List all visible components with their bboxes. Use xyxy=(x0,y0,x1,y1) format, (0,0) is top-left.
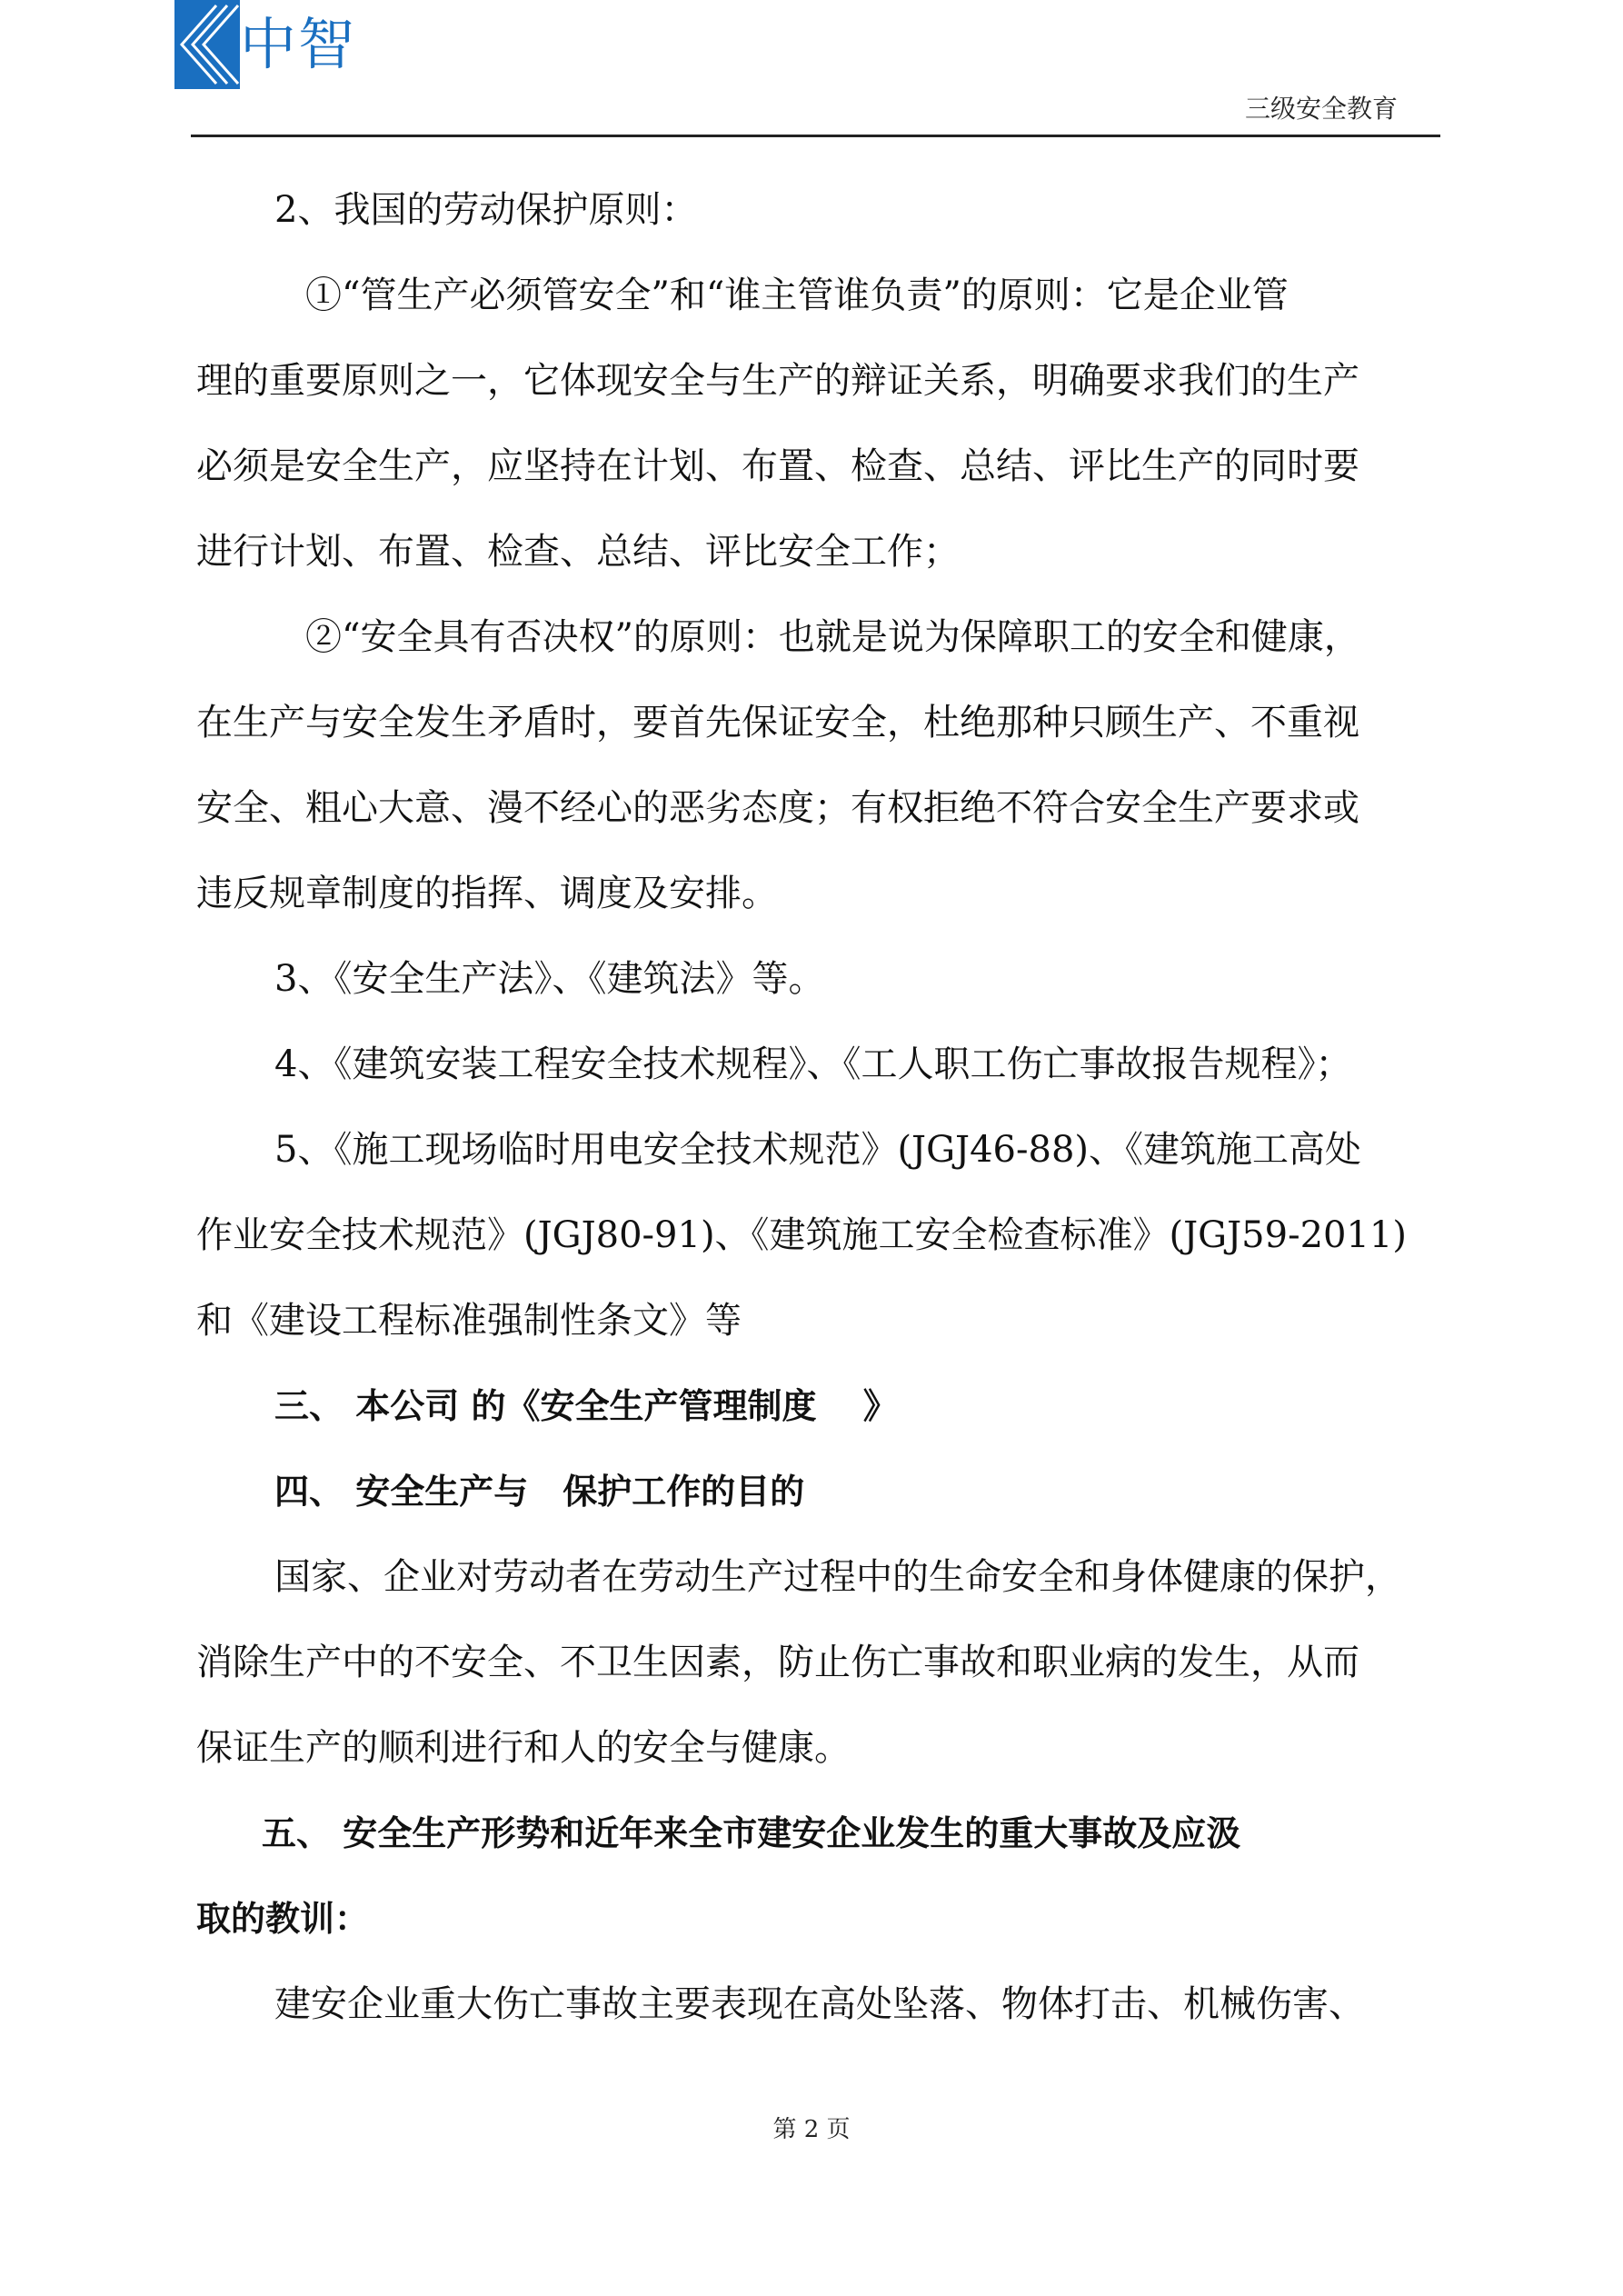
header-title: 三级安全教育 xyxy=(1244,94,1398,124)
body-text-line: 国家、企业对劳动者在劳动生产过程中的生命安全和身体健康的保护， xyxy=(274,1556,1401,1598)
body-text-line: 安全、粗心大意、漫不经心的恶劣态度；有权拒绝不符合安全生产要求或 xyxy=(196,787,1359,829)
body-text-line: 3、《安全生产法》、《建筑法》等。 xyxy=(274,958,825,1000)
body-text-line: 在生产与安全发生矛盾时，要首先保证安全，杜绝那种只顾生产、不重视 xyxy=(196,702,1359,744)
header-divider xyxy=(191,135,1440,137)
body-text-line: 消除生产中的不安全、不卫生因素，防止伤亡事故和职业病的发生，从而 xyxy=(196,1642,1359,1683)
section-heading-line: 三、 本公司 的《安全生产管理制度 》 xyxy=(274,1386,898,1426)
body-text-line: 作业安全技术规范》(JGJ80-91)、《建筑施工安全检查标准》(JGJ59-2011) xyxy=(196,1214,1407,1256)
body-text-line: 违反规章制度的指挥、调度及安排。 xyxy=(196,873,778,914)
body-text-line: 4、《建筑安装工程安全技术规程》、《工人职工伤亡事故报告规程》； xyxy=(274,1043,1352,1085)
page-number: 第 2 页 xyxy=(772,2116,851,2143)
body-text-line: 进行计划、布置、检查、总结、评比安全工作； xyxy=(196,531,960,573)
body-text-line: 和《建设工程标准强制性条文》等 xyxy=(196,1300,742,1342)
company-logo xyxy=(174,0,365,89)
document-body xyxy=(196,167,1441,2047)
body-text-line: 必须是安全生产，应坚持在计划、布置、检查、总结、评比生产的同时要 xyxy=(196,445,1359,487)
chevron-logo-icon xyxy=(174,0,240,89)
body-text-line: ②“安全具有否决权”的原则：也就是说为保障职工的安全和健康， xyxy=(305,616,1360,658)
body-text-line: 2、我国的劳动保护原则： xyxy=(274,189,698,231)
body-text-line: 保证生产的顺利进行和人的安全与健康。 xyxy=(196,1727,851,1769)
section-heading-line: 取的教训： xyxy=(196,1899,370,1939)
section-heading-line: 五、 安全生产形势和近年来全市建安企业发生的重大事故及应汲 xyxy=(262,1813,1241,1853)
body-text-line: 5、《施工现场临时用电安全技术规范》(JGJ46-88)、《建筑施工高处 xyxy=(274,1129,1361,1171)
body-text-line: 建安企业重大伤亡事故主要表现在高处坠落、物体打击、机械伤害、 xyxy=(274,1983,1365,2025)
logo-text: 中智 xyxy=(240,11,357,77)
body-text-line: 理的重要原则之一，它体现安全与生产的辩证关系，明确要求我们的生产 xyxy=(196,360,1359,402)
body-text-line: ①“管生产必须管安全”和“谁主管谁负责”的原则：它是企业管 xyxy=(305,275,1289,316)
section-heading-line: 四、 安全生产与 保护工作的目的 xyxy=(274,1472,805,1512)
